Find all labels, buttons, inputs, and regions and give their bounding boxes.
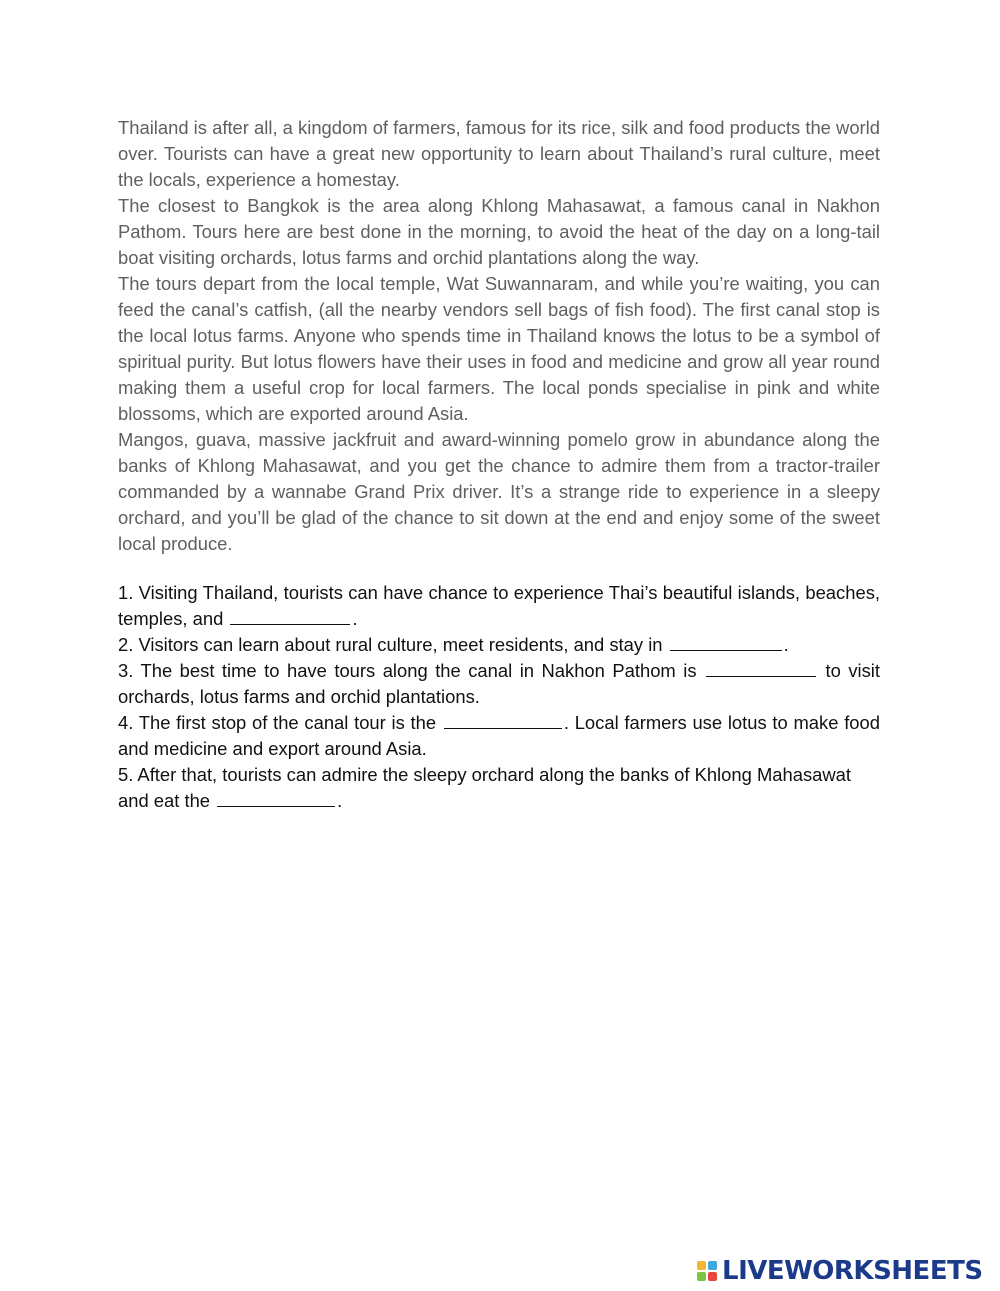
question-3-end: to visit orchards, lotus farms and orchid plantations. bbox=[118, 660, 880, 707]
question-5-end: . bbox=[337, 790, 343, 811]
answer-blank-1[interactable] bbox=[230, 608, 350, 625]
passage-paragraph-4: Mangos, guava, massive jackfruit and award-winning pomelo grow in abundance along the banks of Khlong Mahasawat, and you get the chance to admire them from a tractor-trailer commanded by a wannabe Grand Prix driver. It’s a strange ride to experience in a sleepy orchard, and you’ll be glad of the chance to sit down at the end and enjoy some of the sweet local produce. bbox=[118, 429, 880, 554]
question-2 bbox=[118, 632, 880, 658]
liveworksheets-brand bbox=[697, 1256, 983, 1286]
answer-blank-4[interactable] bbox=[444, 712, 562, 729]
question-5-text: 5. After that, tourists can admire the sleepy orchard along the banks of Khlong Mahasawat and eat the bbox=[118, 764, 851, 811]
passage-paragraph-1: Thailand is after all, a kingdom of farmers, famous for its rice, silk and food products the world over. Tourists can have a great new opportunity to learn about Thailand’s rural culture, meet the locals, experience a homestay. bbox=[118, 117, 880, 190]
question-list bbox=[118, 580, 880, 814]
question-5 bbox=[118, 762, 880, 814]
question-2-end: . bbox=[783, 634, 789, 655]
question-4 bbox=[118, 710, 880, 762]
question-2-text: 2. Visitors can learn about rural culture, meet residents, and stay in bbox=[118, 634, 668, 655]
answer-blank-5[interactable] bbox=[217, 790, 335, 807]
question-1 bbox=[118, 580, 880, 632]
question-4-text: 4. The first stop of the canal tour is the bbox=[118, 712, 442, 733]
question-3 bbox=[118, 658, 880, 710]
question-4-end: . Local farmers use lotus to make food and medicine and export around Asia. bbox=[118, 712, 880, 759]
answer-blank-2[interactable] bbox=[670, 634, 782, 651]
question-1-end: . bbox=[352, 608, 358, 629]
liveworksheets-logo-icon bbox=[697, 1261, 717, 1281]
passage-paragraph-2: The closest to Bangkok is the area along Khlong Mahasawat, a famous canal in Nakhon Pathom. Tours here are best done in the morning, to avoid the heat of the day on a long-tail boat visiting orchards, lotus farms and orchid plantations along the way. bbox=[118, 195, 880, 268]
question-1-text: 1. Visiting Thailand, tourists can have chance to experience Thai’s beautiful islands, beaches, temples, and bbox=[118, 582, 880, 629]
brand-name: LIVEWORKSHEETS bbox=[722, 1256, 983, 1286]
passage-paragraph-3: The tours depart from the local temple, Wat Suwannaram, and while you’re waiting, you can feed the canal’s catfish, (all the nearby vendors sell bags of fish food). The first canal stop is the local lotus farms. Anyone who spends time in Thailand knows the lotus to be a symbol of spiritual purity. But lotus flowers have their uses in food and medicine and grow all year round making them a useful crop for local farmers. The local ponds specialise in pink and white blossoms, which are exported around Asia. bbox=[118, 273, 880, 424]
question-3-text: 3. The best time to have tours along the canal in Nakhon Pathom is bbox=[118, 660, 705, 681]
answer-blank-3[interactable] bbox=[706, 660, 816, 677]
reading-passage bbox=[118, 115, 880, 557]
